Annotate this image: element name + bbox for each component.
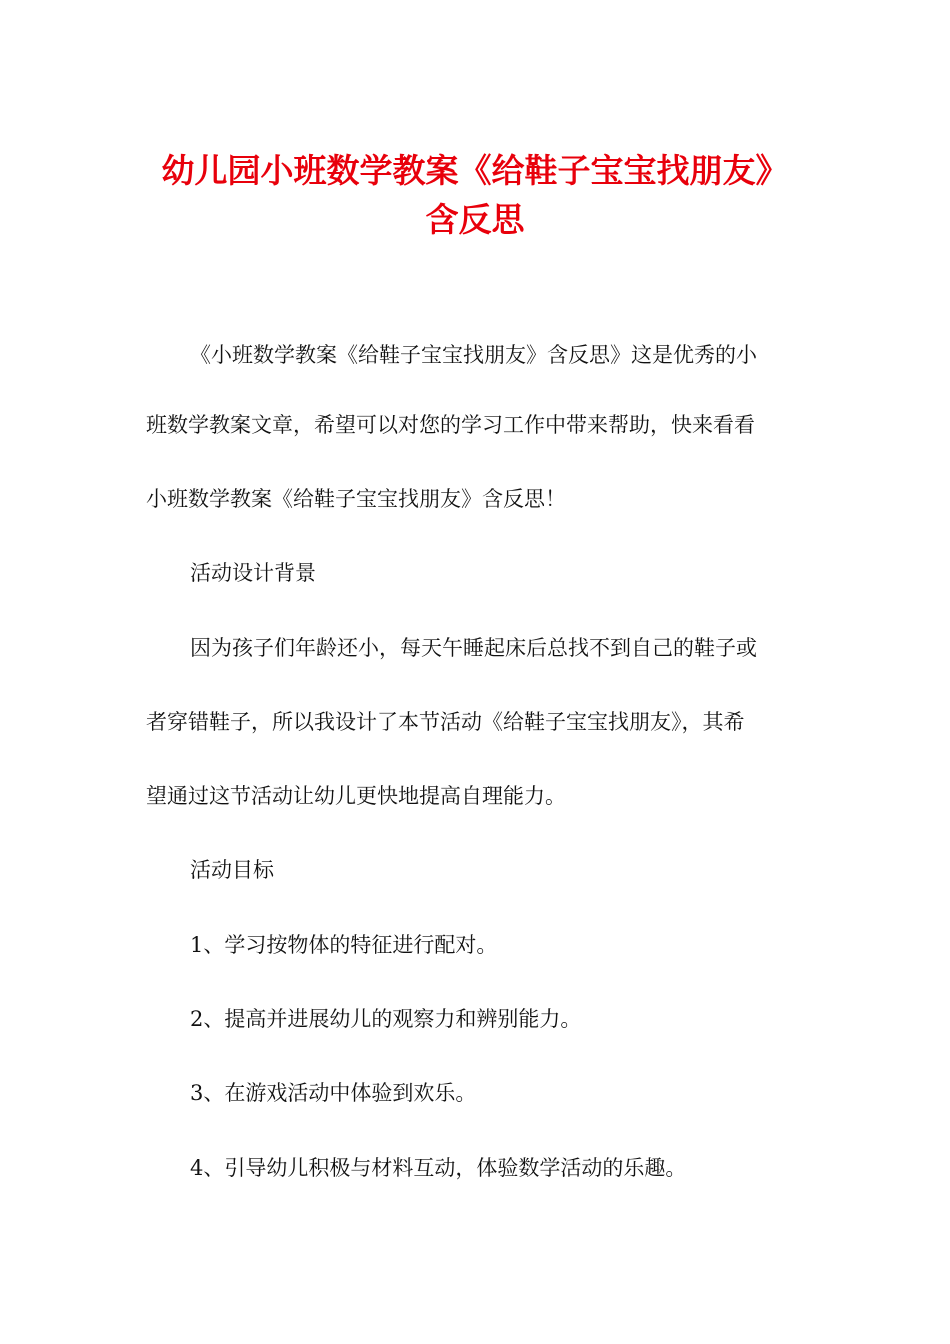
background-line-3: 望通过这节活动让幼儿更快地提高自理能力。 [146,784,566,808]
intro-line-3: 小班数学教案《给鞋子宝宝找朋友》含反思！ [146,487,566,511]
section-heading-background: 活动设计背景 [190,561,316,585]
document-title-line-1: 幼儿园小班数学教案《给鞋子宝宝找朋友》 [161,151,789,190]
goal-item-3: 3、在游戏活动中体验到欢乐。 [190,1081,477,1105]
background-line-2: 者穿错鞋子，所以我设计了本节活动《给鞋子宝宝找朋友》，其希 [146,710,745,734]
goal-item-1: 1、学习按物体的特征进行配对。 [190,933,498,957]
intro-line-2: 班数学教案文章，希望可以对您的学习工作中带来帮助，快来看看 [146,413,755,437]
section-heading-goals: 活动目标 [190,858,274,882]
goal-item-2: 2、提高并进展幼儿的观察力和辨别能力。 [190,1007,582,1031]
goal-item-4: 4、引导幼儿积极与材料互动，体验数学活动的乐趣。 [190,1156,687,1180]
intro-line-1: 《小班数学教案《给鞋子宝宝找朋友》含反思》这是优秀的小 [190,343,757,367]
background-line-1: 因为孩子们年龄还小，每天午睡起床后总找不到自己的鞋子或 [190,636,757,660]
document-title-line-2: 含反思 [425,200,525,239]
